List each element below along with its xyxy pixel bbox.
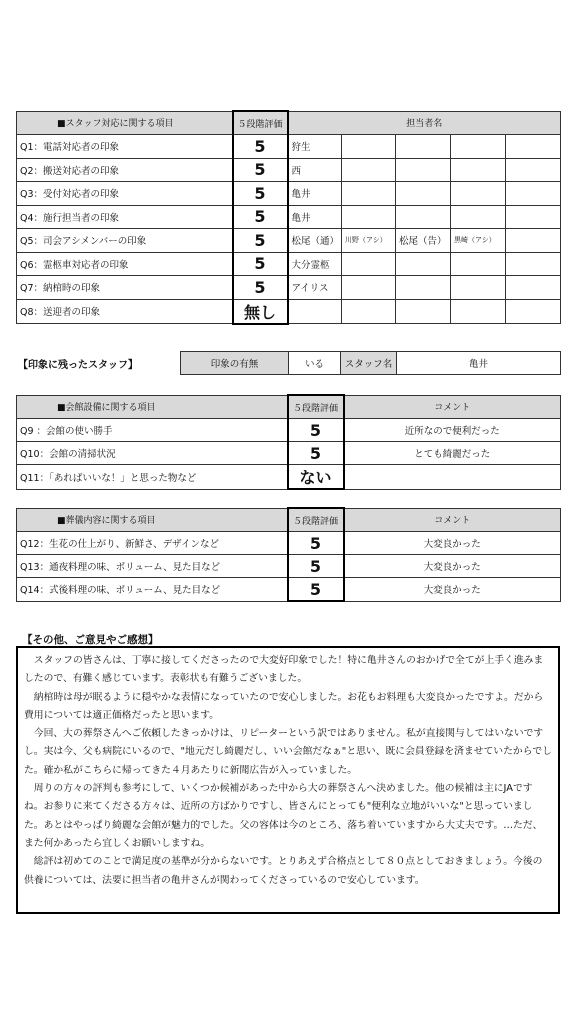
table-row xyxy=(17,229,561,253)
staff-name xyxy=(506,276,561,300)
question-label: Q11：「あればいいな！」と思った物など xyxy=(17,465,288,490)
impression-label: 【印象に残ったスタッフ】 xyxy=(18,360,138,371)
comment-cell: とても綺麗だった xyxy=(344,442,561,465)
rating-value: ない xyxy=(288,465,344,490)
staff-name xyxy=(342,182,396,206)
staff-header-rating: ５段階評価 xyxy=(233,111,288,135)
staff-name xyxy=(506,205,561,229)
staff-name xyxy=(451,299,506,324)
staff-name xyxy=(506,158,561,182)
comment-cell: 大変良かった xyxy=(344,555,561,578)
staff-name xyxy=(342,276,396,300)
funeral-header-item: ■葬儀内容に関する項目 xyxy=(17,508,288,532)
comments-title: 【その他、ご意見やご感想】 xyxy=(22,634,159,646)
table-row xyxy=(17,299,561,324)
question-label: Q5：司会アシメンバーの印象 xyxy=(17,229,233,253)
staff-header-item: ■スタッフ対応に関する項目 xyxy=(17,111,233,135)
rating-value: 5 xyxy=(233,182,288,206)
staff-name: 松尾（通） xyxy=(288,229,342,253)
staff-name xyxy=(451,205,506,229)
facility-evaluation-table xyxy=(16,394,561,490)
table-row xyxy=(17,276,561,300)
staff-name-label: スタッフ名 xyxy=(341,352,397,375)
staff-name: 亀井 xyxy=(288,205,342,229)
staff-name xyxy=(506,299,561,324)
facility-header-item: ■会館設備に関する項目 xyxy=(17,395,288,419)
rating-value: 5 xyxy=(288,555,344,578)
rating-value: 5 xyxy=(288,419,344,442)
staff-name xyxy=(506,135,561,159)
comment-cell: 大変良かった xyxy=(344,578,561,602)
rating-value: 5 xyxy=(233,158,288,182)
staff-name: 大分霊柩 xyxy=(288,252,342,276)
question-label: Q13：通夜料理の味、ボリューム、見た目など xyxy=(17,555,288,578)
comment-paragraph: 今回、大の葬祭さんへご依頼したきっかけは、リピーターという訳ではありません。私が直接関与してはいないですし。実は今、父も病院にいるので、"地元だし綺麗だし、いい会館だなぁ"と思い、既に会員登録を済ませていたからでした。確か私がこちらに帰ってきた４月あたりに新聞広告が入っていました。 xyxy=(24,728,552,776)
rating-value: 5 xyxy=(233,229,288,253)
rating-value: 5 xyxy=(288,532,344,555)
table-row xyxy=(17,158,561,182)
rating-value: 5 xyxy=(288,578,344,602)
rating-value: 無し xyxy=(233,299,288,324)
staff-name xyxy=(506,252,561,276)
staff-name: 狩生 xyxy=(288,135,342,159)
staff-name xyxy=(451,252,506,276)
comment-cell: 近所なので便利だった xyxy=(344,419,561,442)
comment-paragraph: 総評は初めてのことで満足度の基準が分からないです。とりあえず合格点として８０点としておきましょう。今後の供養については、法要に担当者の亀井さんが関わってくださっているので安心しています。 xyxy=(24,856,543,886)
question-label: Q6：霊柩車対応者の印象 xyxy=(17,252,233,276)
rating-value: 5 xyxy=(233,205,288,229)
table-row xyxy=(17,532,561,555)
question-label: Q10：会館の清掃状況 xyxy=(17,442,288,465)
staff-name xyxy=(396,135,451,159)
staff-name: 川野（アシ） xyxy=(342,229,396,253)
staff-name-value: 亀井 xyxy=(397,352,561,375)
staff-name: アイリス xyxy=(288,276,342,300)
table-row xyxy=(17,182,561,206)
rating-value: 5 xyxy=(288,442,344,465)
staff-name xyxy=(342,205,396,229)
staff-name xyxy=(342,299,396,324)
table-row xyxy=(17,465,561,490)
facility-header-rating: ５段階評価 xyxy=(288,395,344,419)
staff-name xyxy=(451,158,506,182)
funeral-evaluation-table xyxy=(16,507,561,602)
staff-name xyxy=(342,135,396,159)
question-label: Q8：送迎者の印象 xyxy=(17,299,233,324)
rating-value: 5 xyxy=(233,276,288,300)
question-label: Q1：電話対応者の印象 xyxy=(17,135,233,159)
staff-name xyxy=(396,205,451,229)
staff-name xyxy=(451,182,506,206)
staff-header-names: 担当者名 xyxy=(288,111,561,135)
comment-paragraph: 納棺時は母が眠るように穏やかな表情になっていたので安心しました。お花もお料理も大変良かったですよ。だから費用については適正価格だったと思います。 xyxy=(24,691,544,721)
staff-name: 黒崎（アシ） xyxy=(451,229,506,253)
question-label: Q3：受付対応者の印象 xyxy=(17,182,233,206)
funeral-header-comment: コメント xyxy=(344,508,561,532)
staff-name xyxy=(506,182,561,206)
staff-name: 亀井 xyxy=(288,182,342,206)
staff-name xyxy=(451,135,506,159)
staff-name xyxy=(396,182,451,206)
comments-box xyxy=(16,646,560,914)
staff-name xyxy=(396,299,451,324)
table-row xyxy=(17,578,561,602)
staff-name xyxy=(342,158,396,182)
table-row xyxy=(17,555,561,578)
comment-paragraph: 周りの方々の評判も参考にして、いくつか候補があった中から大の葬祭さんへ決めました。他の候補は主にJAですね。お参りに来てくださる方々は、近所の方ばかりですし、皆さんにとっても"便利な立地がいいな"と思っていました。あとはやっぱり綺麗な会館が魅力的でした。父の容体は今のところ、落ち着いていますから大丈夫です。…ただ、また何かあったら宜しくお願いしますね。 xyxy=(24,783,543,849)
staff-name xyxy=(451,276,506,300)
facility-header-comment: コメント xyxy=(344,395,561,419)
presence-label: 印象の有無 xyxy=(181,352,289,375)
staff-name xyxy=(396,252,451,276)
staff-evaluation-table xyxy=(16,110,561,325)
question-label: Q9 ：会館の使い勝手 xyxy=(17,419,288,442)
question-label: Q7：納棺時の印象 xyxy=(17,276,233,300)
staff-name xyxy=(288,299,342,324)
question-label: Q14：式後料理の味、ボリューム、見た目など xyxy=(17,578,288,602)
rating-value: 5 xyxy=(233,135,288,159)
comment-paragraph: スタッフの皆さんは、丁寧に接してくださったので大変好印象でした！特に亀井さんのおかげで全てが上手く進みましたので、有難く感じています。表彰状も有難うございました。 xyxy=(24,655,544,685)
rating-value: 5 xyxy=(233,252,288,276)
staff-name xyxy=(506,229,561,253)
comment-cell: 大変良かった xyxy=(344,532,561,555)
question-label: Q2：搬送対応者の印象 xyxy=(17,158,233,182)
table-row xyxy=(17,442,561,465)
staff-name: 西 xyxy=(288,158,342,182)
table-row xyxy=(17,252,561,276)
table-row xyxy=(17,135,561,159)
table-row xyxy=(17,419,561,442)
staff-name xyxy=(396,158,451,182)
presence-value: いる xyxy=(289,352,341,375)
comment-cell xyxy=(344,465,561,490)
staff-name xyxy=(396,276,451,300)
staff-name: 松尾（告） xyxy=(396,229,451,253)
funeral-header-rating: ５段階評価 xyxy=(288,508,344,532)
staff-name xyxy=(342,252,396,276)
table-row xyxy=(17,205,561,229)
question-label: Q4：施行担当者の印象 xyxy=(17,205,233,229)
question-label: Q12：生花の仕上がり、新鮮さ、デザインなど xyxy=(17,532,288,555)
impression-table xyxy=(180,351,561,375)
